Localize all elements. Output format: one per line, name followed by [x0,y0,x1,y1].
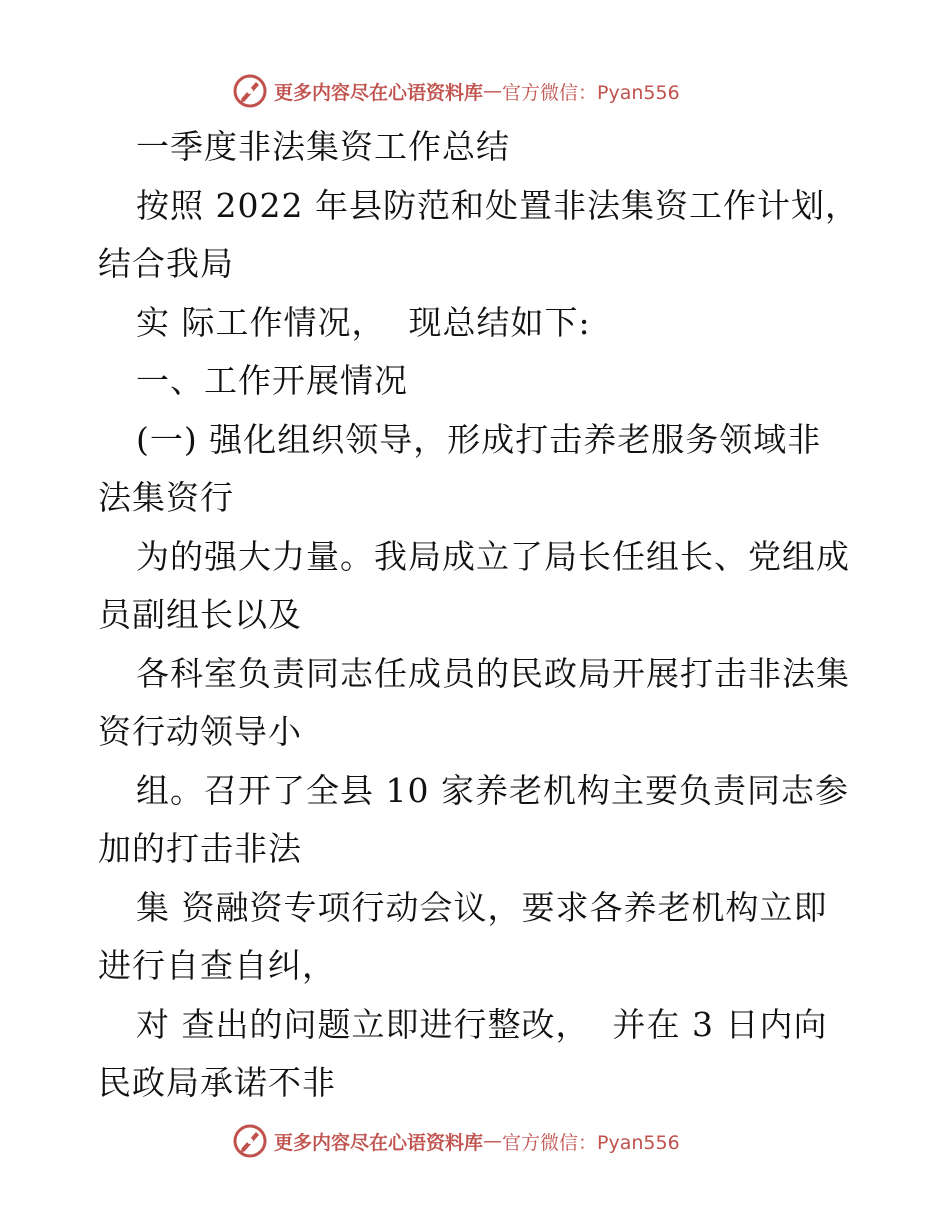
footer-banner [232,1121,680,1161]
footer-site-text: 更多内容尽在心语资料库 [274,1131,484,1154]
document-body [98,118,858,1113]
document-line: 加的打击非法 [98,829,302,868]
document-line: 按照 2022 年县防范和处置非法集资工作计划， [136,185,859,225]
banner-site-text: 更多内容尽在心语资料库 [274,81,484,104]
document-line: (一) 强化组织领导，形成打击养老服务领域非 [136,419,822,459]
document-line: 一、工作开展情况 [136,361,408,400]
banner-separator: — [483,80,503,102]
quill-pen-logo-icon [232,73,268,109]
document-line: 进行自查自纠， [98,946,336,985]
document-line: 为的强大力量。我局成立了局长任组长、党组成 [136,536,850,576]
document-line: 各科室负责同志任成员的民政局开展打击非法集 [136,653,850,693]
document-line: 组。召开了全县 10 家养老机构主要负责同志参 [136,770,849,810]
document-line: 一季度非法集资工作总结 [136,127,510,166]
footer-separator: — [483,1130,503,1152]
document-line: 法集资行 [98,478,234,517]
document-line: 结合我局 [98,244,234,283]
document-line: 集 资融资专项行动会议，要求各养老机构立即 [136,887,828,927]
quill-pen-logo-icon [232,1123,268,1159]
document-line: 资行动领导小 [98,712,302,751]
document-line: 民政局承诺不非 [98,1063,336,1102]
header-banner [232,71,680,111]
footer-wechat-text: 官方微信：Pyan556 [502,1131,680,1154]
document-line: 对 查出的问题立即进行整改， 并在 3 日内向 [136,1004,828,1044]
banner-wechat-text: 官方微信：Pyan556 [502,81,680,104]
document-line: 实 际工作情况， 现总结如下: [136,302,591,342]
document-line: 员副组长以及 [98,595,302,634]
